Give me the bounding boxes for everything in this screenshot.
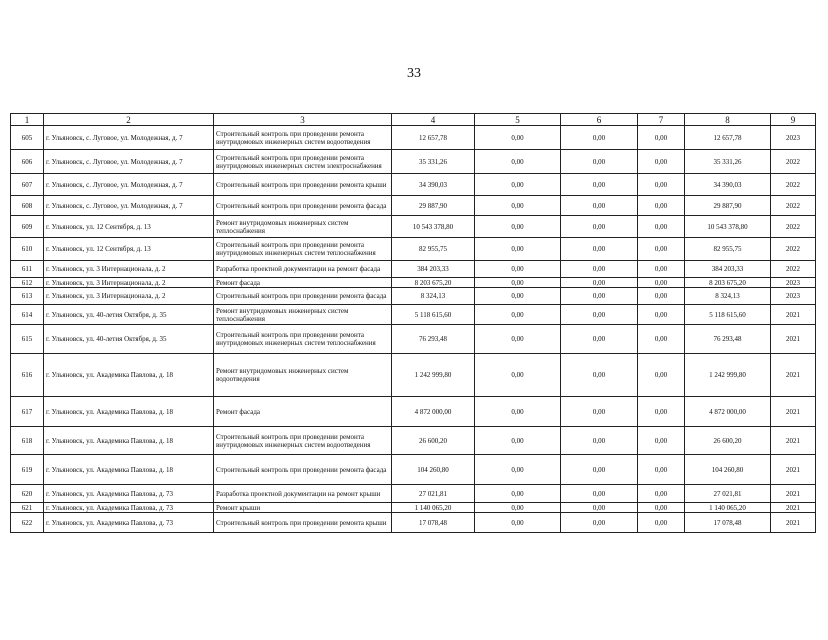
col7-cell: 0,00 (638, 485, 685, 503)
work-type-cell: Строительный контроль при проведении ремонта крыши (214, 513, 392, 533)
address-cell: г. Ульяновск, ул. 12 Сентября, д. 13 (44, 216, 214, 238)
row-number: 615 (11, 325, 44, 354)
total-cost-cell: 1 140 065,20 (392, 503, 475, 513)
table-row (11, 325, 816, 354)
col6-cell: 0,00 (561, 455, 638, 485)
col5-cell: 0,00 (475, 305, 561, 325)
header-col-9: 9 (771, 114, 816, 126)
year-cell: 2021 (771, 485, 816, 503)
col6-cell: 0,00 (561, 485, 638, 503)
total-cost-cell: 27 021,81 (392, 485, 475, 503)
table-row (11, 238, 816, 261)
table-row (11, 427, 816, 455)
address-cell: г. Ульяновск, ул. 40-летия Октября, д. 35 (44, 305, 214, 325)
row-number: 621 (11, 503, 44, 513)
row-number: 607 (11, 174, 44, 196)
total-cost-cell: 76 293,48 (392, 325, 475, 354)
col8-cell: 10 543 378,80 (685, 216, 771, 238)
col6-cell: 0,00 (561, 126, 638, 150)
total-cost-cell: 35 331,26 (392, 150, 475, 174)
col8-cell: 26 600,20 (685, 427, 771, 455)
col8-cell: 29 887,90 (685, 196, 771, 216)
col7-cell: 0,00 (638, 427, 685, 455)
row-number: 622 (11, 513, 44, 533)
col6-cell: 0,00 (561, 238, 638, 261)
year-cell: 2023 (771, 278, 816, 288)
col7-cell: 0,00 (638, 196, 685, 216)
year-cell: 2021 (771, 397, 816, 427)
row-number: 608 (11, 196, 44, 216)
address-cell: г. Ульяновск, ул. Академика Павлова, д. 18 (44, 427, 214, 455)
col8-cell: 12 657,78 (685, 126, 771, 150)
col5-cell: 0,00 (475, 503, 561, 513)
col8-cell: 35 331,26 (685, 150, 771, 174)
col6-cell: 0,00 (561, 288, 638, 305)
col7-cell: 0,00 (638, 150, 685, 174)
col7-cell: 0,00 (638, 354, 685, 397)
year-cell: 2022 (771, 174, 816, 196)
col6-cell: 0,00 (561, 305, 638, 325)
row-number: 612 (11, 278, 44, 288)
table-row (11, 305, 816, 325)
total-cost-cell: 17 078,48 (392, 513, 475, 533)
year-cell: 2021 (771, 305, 816, 325)
work-type-cell: Строительный контроль при проведении ремонта внутридомовых инженерных систем водоотведения (214, 126, 392, 150)
col5-cell: 0,00 (475, 278, 561, 288)
table-row (11, 354, 816, 397)
col5-cell: 0,00 (475, 288, 561, 305)
year-cell: 2022 (771, 261, 816, 278)
work-type-cell: Ремонт внутридомовых инженерных систем водоотведения (214, 354, 392, 397)
col6-cell: 0,00 (561, 503, 638, 513)
row-number: 619 (11, 455, 44, 485)
col8-cell: 82 955,75 (685, 238, 771, 261)
header-col-4: 4 (392, 114, 475, 126)
row-number: 609 (11, 216, 44, 238)
address-cell: г. Ульяновск, ул. Академика Павлова, д. 73 (44, 503, 214, 513)
total-cost-cell: 8 203 675,20 (392, 278, 475, 288)
col8-cell: 5 118 615,60 (685, 305, 771, 325)
work-type-cell: Разработка проектной документации на ремонт фасада (214, 261, 392, 278)
table-row (11, 174, 816, 196)
address-cell: г. Ульяновск, ул. 3 Интернационала, д. 2 (44, 261, 214, 278)
col8-cell: 34 390,03 (685, 174, 771, 196)
work-type-cell: Строительный контроль при проведении ремонта фасада (214, 455, 392, 485)
work-type-cell: Ремонт крыши (214, 503, 392, 513)
total-cost-cell: 1 242 999,80 (392, 354, 475, 397)
col6-cell: 0,00 (561, 261, 638, 278)
table-row (11, 503, 816, 513)
col5-cell: 0,00 (475, 513, 561, 533)
col7-cell: 0,00 (638, 261, 685, 278)
col7-cell: 0,00 (638, 216, 685, 238)
year-cell: 2021 (771, 325, 816, 354)
col5-cell: 0,00 (475, 196, 561, 216)
year-cell: 2021 (771, 455, 816, 485)
col8-cell: 8 324,13 (685, 288, 771, 305)
total-cost-cell: 4 872 000,00 (392, 397, 475, 427)
row-number: 606 (11, 150, 44, 174)
table-row (11, 288, 816, 305)
table-row (11, 216, 816, 238)
total-cost-cell: 12 657,78 (392, 126, 475, 150)
header-col-6: 6 (561, 114, 638, 126)
year-cell: 2022 (771, 150, 816, 174)
row-number: 617 (11, 397, 44, 427)
table-row (11, 126, 816, 150)
col8-cell: 4 872 000,00 (685, 397, 771, 427)
col8-cell: 1 242 999,80 (685, 354, 771, 397)
work-type-cell: Строительный контроль при проведении ремонта внутридомовых инженерных систем теплоснабжения (214, 325, 392, 354)
col5-cell: 0,00 (475, 455, 561, 485)
table-row (11, 261, 816, 278)
table-row (11, 278, 816, 288)
address-cell: г. Ульяновск, ул. Академика Павлова, д. 18 (44, 354, 214, 397)
col5-cell: 0,00 (475, 485, 561, 503)
table-row (11, 150, 816, 174)
address-cell: г. Ульяновск, ул. 3 Интернационала, д. 2 (44, 278, 214, 288)
year-cell: 2022 (771, 196, 816, 216)
col7-cell: 0,00 (638, 513, 685, 533)
col5-cell: 0,00 (475, 354, 561, 397)
col7-cell: 0,00 (638, 455, 685, 485)
total-cost-cell: 5 118 615,60 (392, 305, 475, 325)
col8-cell: 76 293,48 (685, 325, 771, 354)
total-cost-cell: 8 324,13 (392, 288, 475, 305)
total-cost-cell: 29 887,90 (392, 196, 475, 216)
col6-cell: 0,00 (561, 325, 638, 354)
work-type-cell: Строительный контроль при проведении ремонта внутридомовых инженерных систем водоотведения (214, 427, 392, 455)
header-col-8: 8 (685, 114, 771, 126)
row-number: 605 (11, 126, 44, 150)
row-number: 620 (11, 485, 44, 503)
header-col-1: 1 (11, 114, 44, 126)
year-cell: 2021 (771, 354, 816, 397)
col5-cell: 0,00 (475, 261, 561, 278)
address-cell: г. Ульяновск, ул. 12 Сентября, д. 13 (44, 238, 214, 261)
col5-cell: 0,00 (475, 126, 561, 150)
col8-cell: 17 078,48 (685, 513, 771, 533)
work-type-cell: Ремонт фасада (214, 397, 392, 427)
address-cell: г. Ульяновск, с. Луговое, ул. Молодежная, д. 7 (44, 126, 214, 150)
col5-cell: 0,00 (475, 427, 561, 455)
col6-cell: 0,00 (561, 174, 638, 196)
col5-cell: 0,00 (475, 325, 561, 354)
total-cost-cell: 34 390,03 (392, 174, 475, 196)
col5-cell: 0,00 (475, 216, 561, 238)
table-row (11, 196, 816, 216)
col6-cell: 0,00 (561, 427, 638, 455)
row-number: 613 (11, 288, 44, 305)
col7-cell: 0,00 (638, 238, 685, 261)
table-row (11, 485, 816, 503)
year-cell: 2023 (771, 126, 816, 150)
col6-cell: 0,00 (561, 278, 638, 288)
col5-cell: 0,00 (475, 238, 561, 261)
total-cost-cell: 82 955,75 (392, 238, 475, 261)
total-cost-cell: 10 543 378,80 (392, 216, 475, 238)
address-cell: г. Ульяновск, с. Луговое, ул. Молодежная, д. 7 (44, 150, 214, 174)
col7-cell: 0,00 (638, 397, 685, 427)
header-col-5: 5 (475, 114, 561, 126)
year-cell: 2023 (771, 288, 816, 305)
col6-cell: 0,00 (561, 397, 638, 427)
header-row (11, 114, 816, 126)
work-type-cell: Строительный контроль при проведении ремонта крыши (214, 174, 392, 196)
address-cell: г. Ульяновск, ул. Академика Павлова, д. 73 (44, 513, 214, 533)
page-number: 33 (407, 66, 421, 81)
year-cell: 2021 (771, 513, 816, 533)
work-type-cell: Ремонт фасада (214, 278, 392, 288)
row-number: 614 (11, 305, 44, 325)
col8-cell: 1 140 065,20 (685, 503, 771, 513)
year-cell: 2021 (771, 503, 816, 513)
work-type-cell: Строительный контроль при проведении ремонта фасада (214, 196, 392, 216)
header-col-7: 7 (638, 114, 685, 126)
row-number: 616 (11, 354, 44, 397)
row-number: 618 (11, 427, 44, 455)
row-number: 610 (11, 238, 44, 261)
col8-cell: 384 203,33 (685, 261, 771, 278)
work-type-cell: Ремонт внутридомовых инженерных систем теплоснабжения (214, 216, 392, 238)
table-row (11, 455, 816, 485)
total-cost-cell: 104 260,80 (392, 455, 475, 485)
address-cell: г. Ульяновск, ул. 40-летия Октября, д. 35 (44, 325, 214, 354)
table-row (11, 513, 816, 533)
address-cell: г. Ульяновск, ул. Академика Павлова, д. 18 (44, 397, 214, 427)
year-cell: 2022 (771, 238, 816, 261)
total-cost-cell: 384 203,33 (392, 261, 475, 278)
address-cell: г. Ульяновск, с. Луговое, ул. Молодежная, д. 7 (44, 174, 214, 196)
col5-cell: 0,00 (475, 150, 561, 174)
header-col-3: 3 (214, 114, 392, 126)
col6-cell: 0,00 (561, 196, 638, 216)
col6-cell: 0,00 (561, 513, 638, 533)
col7-cell: 0,00 (638, 325, 685, 354)
header-col-2: 2 (44, 114, 214, 126)
col5-cell: 0,00 (475, 397, 561, 427)
col5-cell: 0,00 (475, 174, 561, 196)
address-cell: г. Ульяновск, ул. Академика Павлова, д. 18 (44, 455, 214, 485)
col6-cell: 0,00 (561, 150, 638, 174)
col7-cell: 0,00 (638, 174, 685, 196)
col7-cell: 0,00 (638, 278, 685, 288)
year-cell: 2022 (771, 216, 816, 238)
work-type-cell: Разработка проектной документации на ремонт крыши (214, 485, 392, 503)
budget-table (10, 113, 816, 533)
address-cell: г. Ульяновск, с. Луговое, ул. Молодежная, д. 7 (44, 196, 214, 216)
year-cell: 2021 (771, 427, 816, 455)
col8-cell: 27 021,81 (685, 485, 771, 503)
work-type-cell: Строительный контроль при проведении ремонта фасада (214, 288, 392, 305)
work-type-cell: Строительный контроль при проведении ремонта внутридомовых инженерных систем электроснабжения (214, 150, 392, 174)
col6-cell: 0,00 (561, 354, 638, 397)
col7-cell: 0,00 (638, 305, 685, 325)
col8-cell: 104 260,80 (685, 455, 771, 485)
col6-cell: 0,00 (561, 216, 638, 238)
row-number: 611 (11, 261, 44, 278)
work-type-cell: Строительный контроль при проведении ремонта внутридомовых инженерных систем теплоснабжения (214, 238, 392, 261)
col7-cell: 0,00 (638, 126, 685, 150)
total-cost-cell: 26 600,20 (392, 427, 475, 455)
address-cell: г. Ульяновск, ул. 3 Интернационала, д. 2 (44, 288, 214, 305)
address-cell: г. Ульяновск, ул. Академика Павлова, д. 73 (44, 485, 214, 503)
table-row (11, 397, 816, 427)
col8-cell: 8 203 675,20 (685, 278, 771, 288)
work-type-cell: Ремонт внутридомовых инженерных систем теплоснабжения (214, 305, 392, 325)
col7-cell: 0,00 (638, 503, 685, 513)
col7-cell: 0,00 (638, 288, 685, 305)
